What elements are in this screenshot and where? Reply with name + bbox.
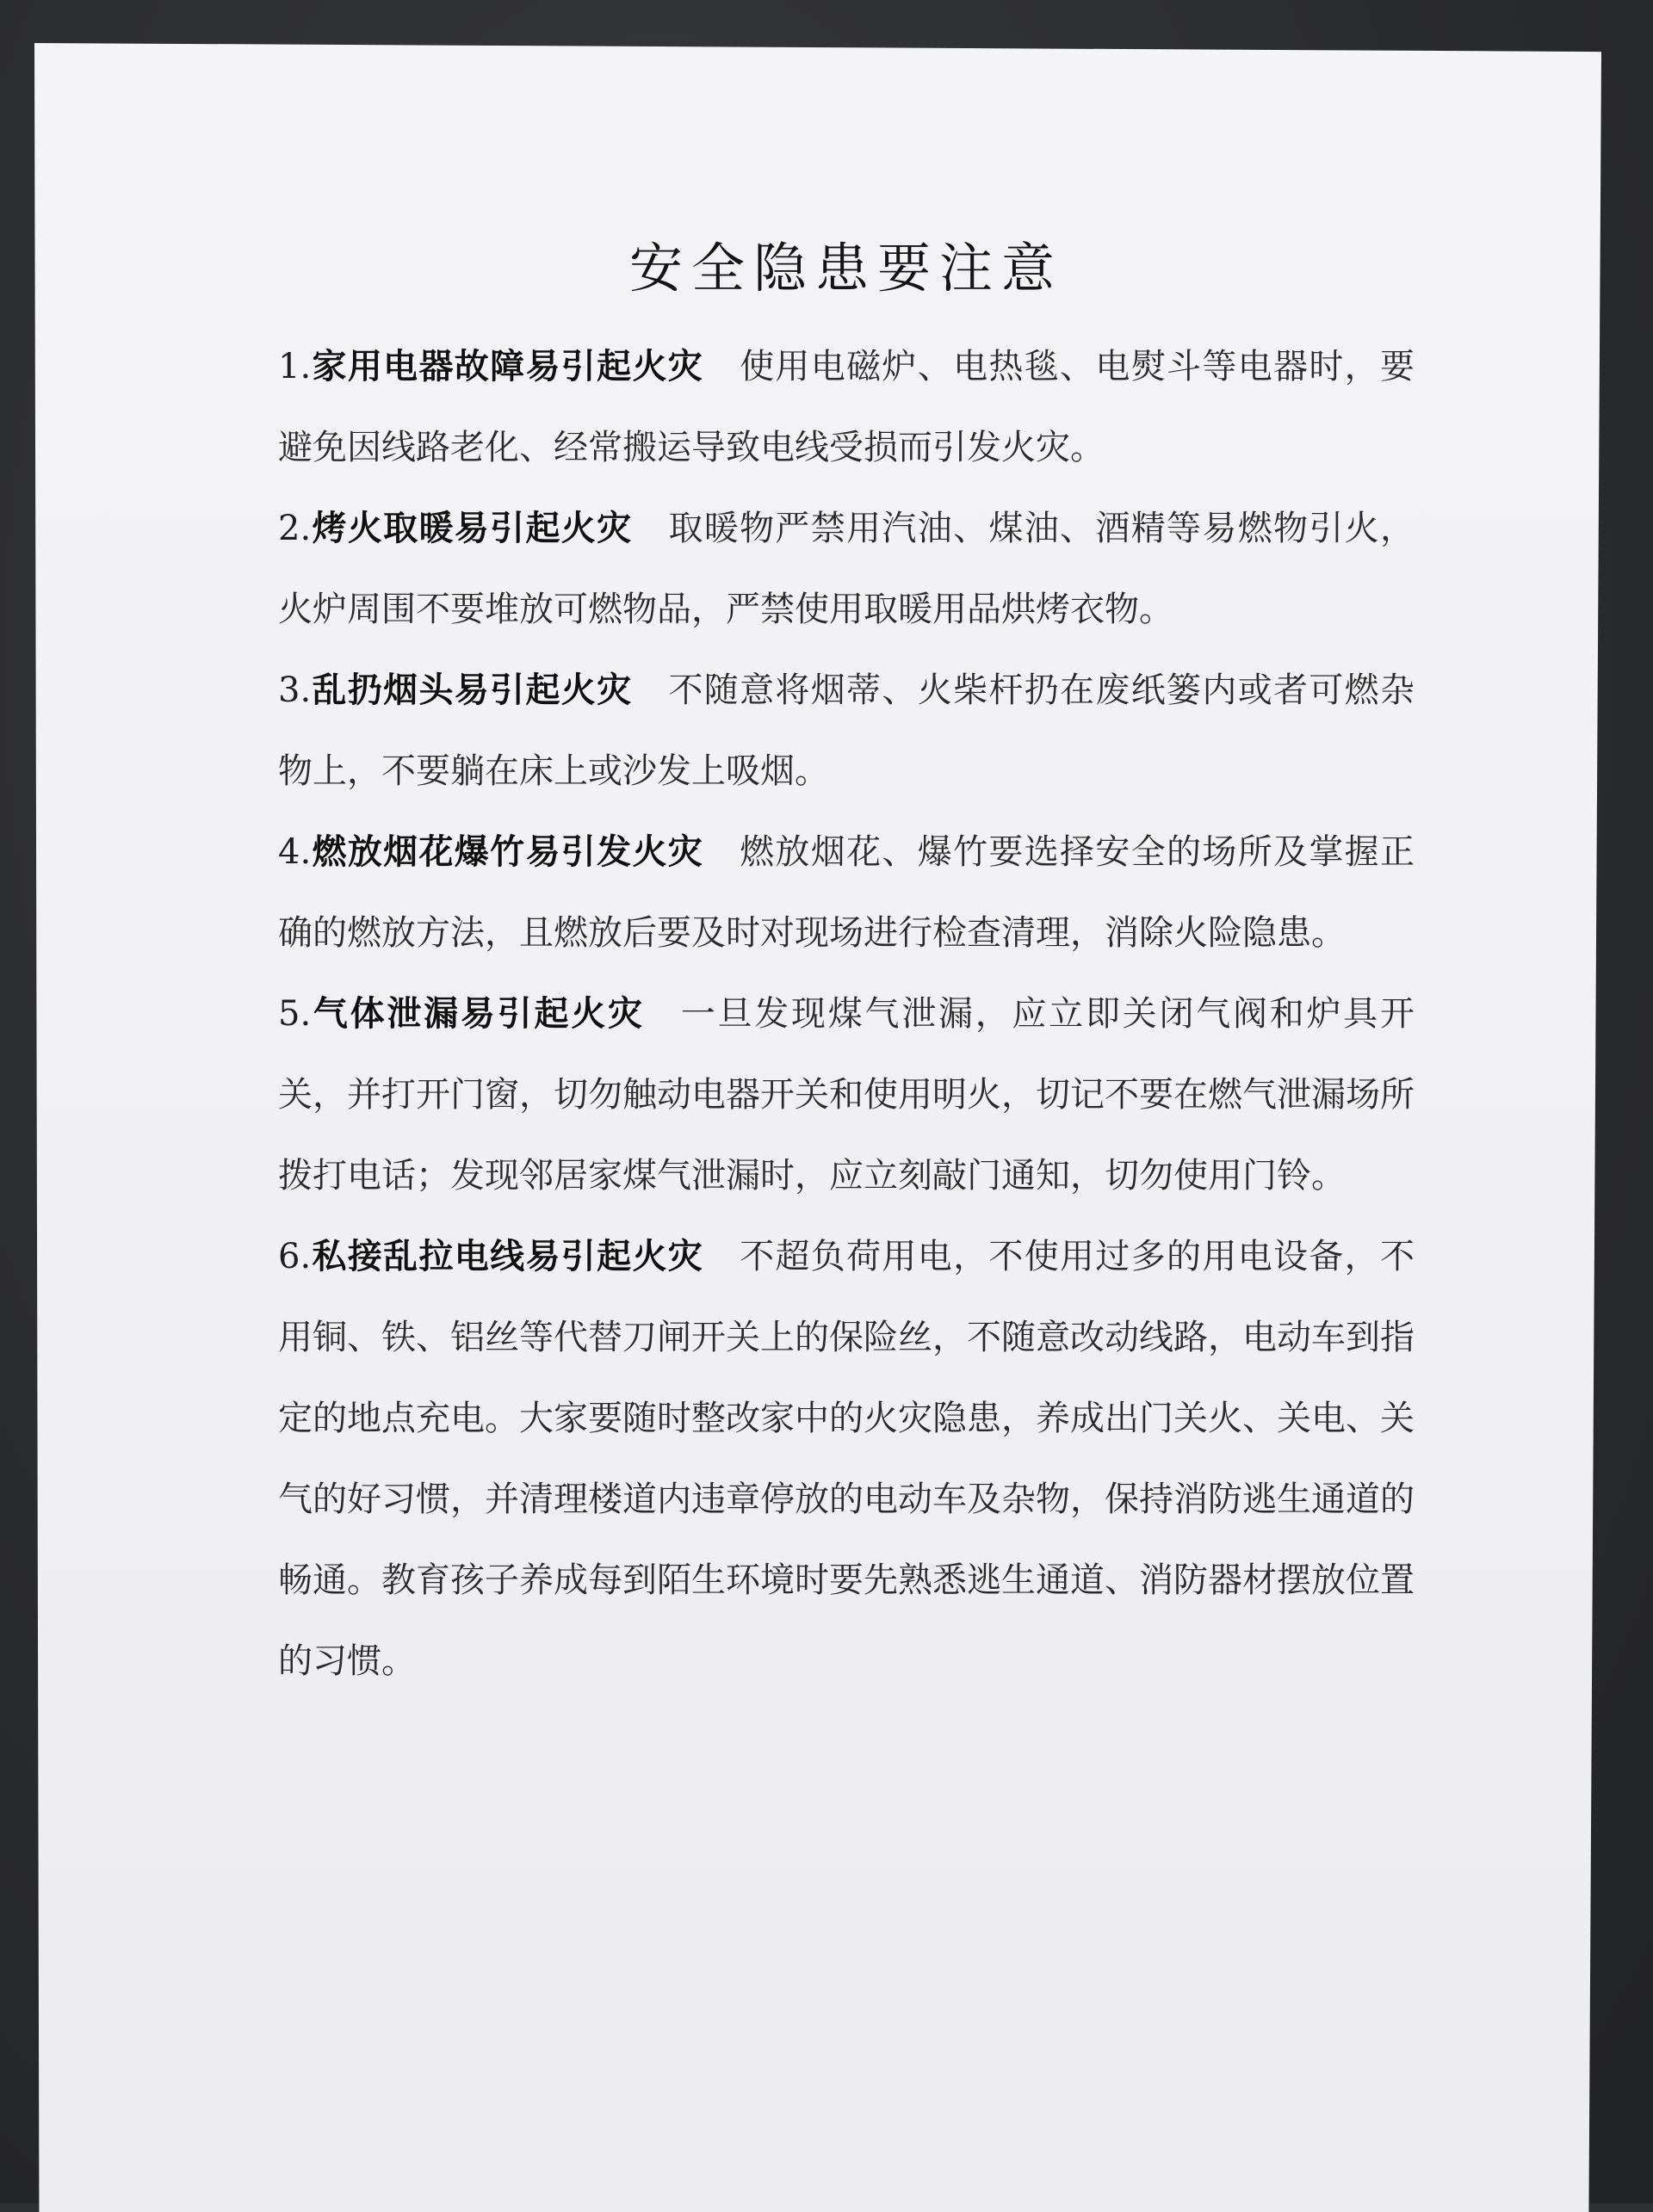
item-number: 5. — [278, 994, 312, 1034]
item-number: 1. — [278, 347, 312, 386]
item-number: 2. — [278, 509, 312, 548]
item-body: 燃放烟花、爆竹要选择安全的场所及掌握正确的燃放方法，且燃放后要及时对现场进行检查清理，消除火险隐患。 — [278, 832, 1415, 953]
item-number: 6. — [278, 1237, 312, 1276]
list-item-6 — [278, 1216, 1415, 1702]
item-heading: 燃放烟花爆竹易引发火灾 — [311, 831, 704, 872]
list-item-1 — [278, 326, 1415, 488]
item-body: 一旦发现煤气泄漏，应立即关闭气阀和炉具开关，并打开门窗，切勿触动电器开关和使用明火，切记不要在燃气泄漏场所拨打电话；发现邻居家煤气泄漏时，应立刻敲门通知，切勿使用门铃。 — [278, 994, 1415, 1196]
document-title: 安全隐患要注意 — [628, 237, 1063, 300]
item-body: 不超负荷用电，不使用过多的用电设备，不用铜、铁、铝丝等代替刀闸开关上的保险丝，不随意改动线路，电动车到指定的地点充电。大家要随时整改家中的火灾隐患，养成出门关火、关电、关气的好习惯，并清理楼道内违章停放的电动车及杂物，保持消防逃生通道的畅通。教育孩子养成每到陌生环境时要先熟悉逃生通道、消防器材摆放位置的习惯。 — [278, 1237, 1415, 1681]
item-heading: 私接乱拉电线易引起火灾 — [311, 1236, 704, 1276]
list-item-5 — [278, 973, 1415, 1216]
list-item-3 — [278, 650, 1415, 812]
list-item-2 — [278, 488, 1415, 650]
item-number: 3. — [278, 670, 312, 710]
item-heading: 气体泄漏易引起火灾 — [311, 993, 645, 1034]
item-body: 取暖物严禁用汽油、煤油、酒精等易燃物引火，火炉周围不要堆放可燃物品，严禁使用取暖用品烘烤衣物。 — [278, 509, 1415, 629]
list-item-4 — [278, 812, 1415, 973]
item-number: 4. — [278, 832, 312, 872]
document-content — [278, 226, 1415, 1702]
item-heading: 家用电器故障易引起火灾 — [311, 346, 704, 386]
item-heading: 乱扔烟头易引起火灾 — [311, 670, 633, 710]
item-body: 不随意将烟蒂、火柴杆扔在废纸篓内或者可燃杂物上，不要躺在床上或沙发上吸烟。 — [278, 670, 1415, 791]
item-heading: 烤火取暖易引起火灾 — [311, 508, 633, 548]
item-body: 使用电磁炉、电热毯、电熨斗等电器时，要避免因线路老化、经常搬运导致电线受损而引发火灾。 — [278, 347, 1415, 467]
